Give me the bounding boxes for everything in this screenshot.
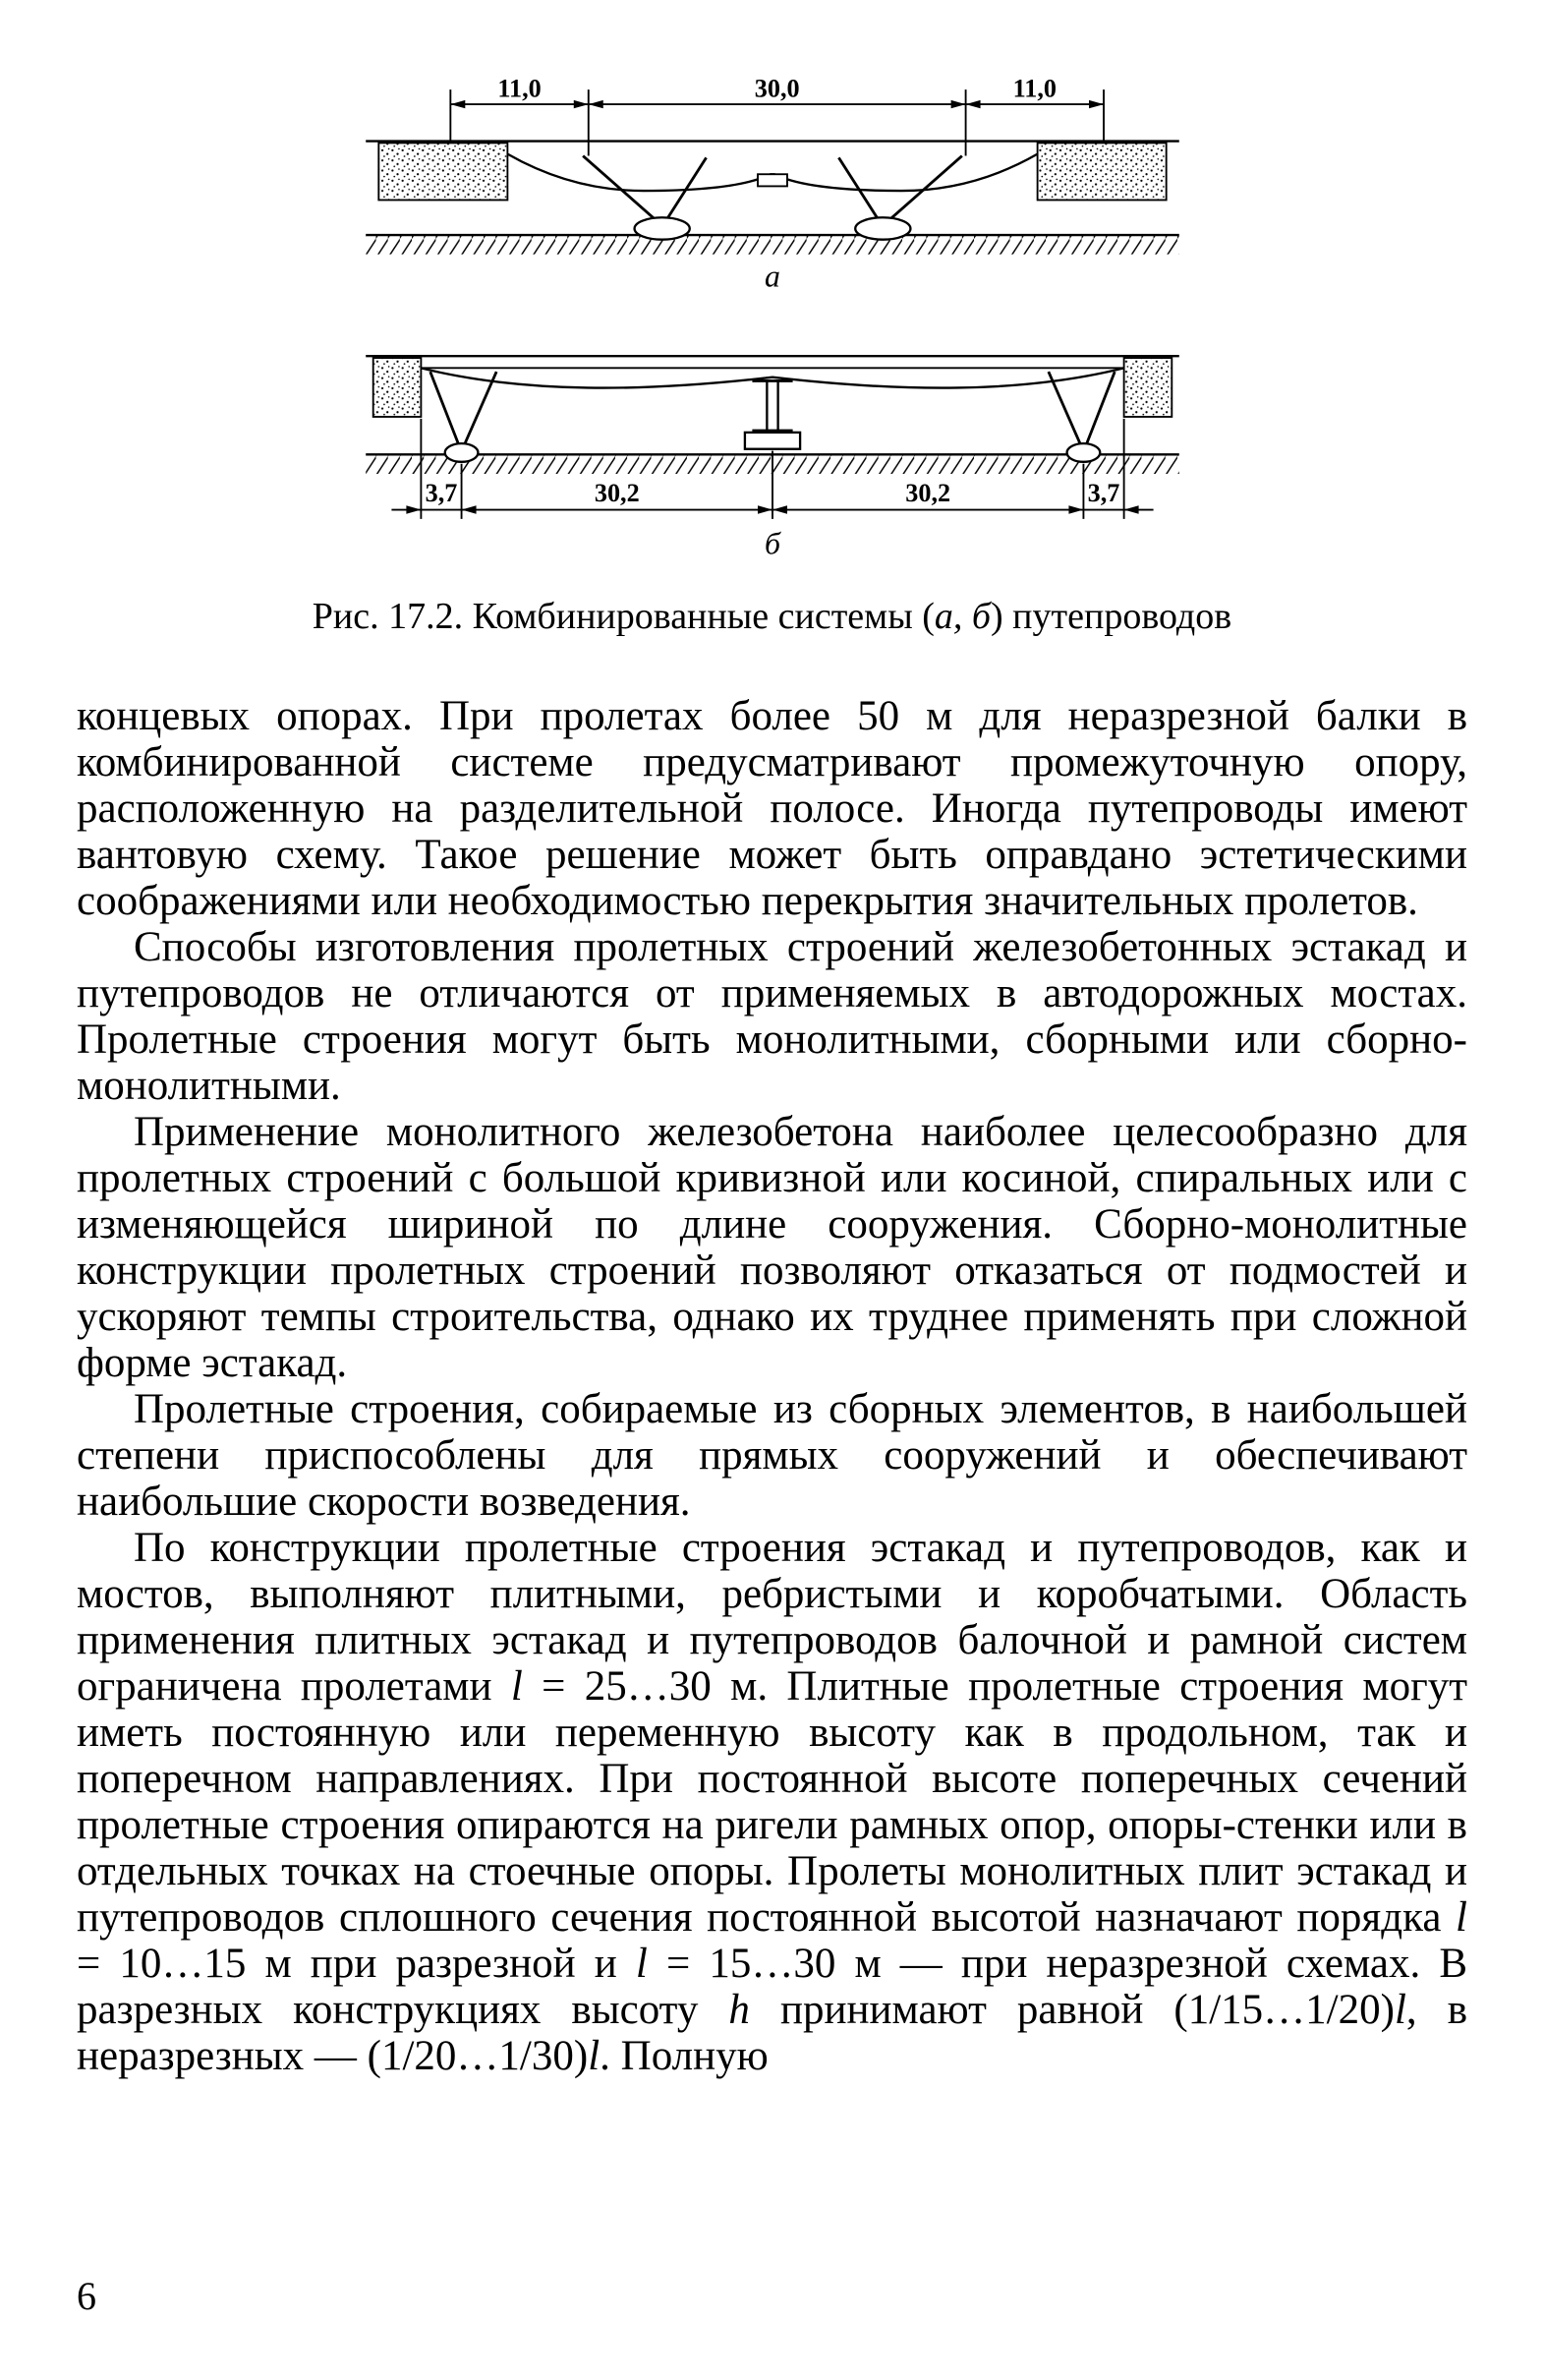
paragraph [77, 924, 1467, 1109]
text-run: = 25…30 м. Плитные пролетные строения могут иметь постоянную или переменную высоту как в продольном, так и поперечном направлениях. При постоянной высоте поперечных сечений пролетные строения опираются на ригели рамных опор, опоры-стенки или в отдельных точках на стоечные опоры. Пролеты монолитных плит эстакад и путепроводов сплошного сечения постоянной высотой назначают порядка [77, 1662, 1468, 1941]
body-text [77, 693, 1467, 2079]
text-run: Пролетные строения, собираемые из сборных элементов, в наибольшей степени приспособлены для прямых сооружений и обеспечивают наибольшие скорости возведения. [77, 1385, 1467, 1525]
text-run: Способы изготовления пролетных строений железобетонных эстакад и путепроводов не отличаются от применяемых в автодорожных мостах. Пролетные строения могут быть монолитными, сборными или сборно-монолитными. [77, 923, 1467, 1109]
text-run: = 10…15 м при разрезной и [77, 1940, 636, 1987]
dim-label-b-4: 3,7 [1087, 479, 1119, 508]
italic-text: l [1456, 1893, 1467, 1941]
text-run: концевых опорах. При пролетах более 50 м для неразрезной балки в комбинированной системе предусматривают промежуточную опору, расположенную на разделительной полосе. Иногда путепроводы имеют вантовую схему. Такое решение может быть оправдано эстетическими соображениями или необходимостью перекрытия значительных пролетов. [77, 692, 1467, 924]
central-column-b [744, 380, 799, 448]
bridge-structure-b [366, 356, 1179, 417]
diagram-b-drawing [340, 315, 1205, 561]
text-run: Применение монолитного железобетона наиболее целесообразно для пролетных строений с большой кривизной или косиной, спиральных или с изменяющейся шириной по длине сооружения. Сборно-монолитные конструкции пролетных строений позволяют отказаться от подмостей и ускоряют темпы строительства, однако их труднее применять при сложной форме эстакад. [77, 1108, 1467, 1386]
italic-text: l [510, 1662, 523, 1710]
italic-text: l [635, 1940, 648, 1987]
italic-text: l [1394, 1986, 1406, 2033]
italic-text: h [728, 1986, 750, 2033]
text-run: , в неразрезных — (1/20…1/30) [77, 1986, 1467, 2079]
italic-text: l [588, 2032, 600, 2079]
dim-label-b-1: 3,7 [425, 479, 457, 508]
paragraph [77, 1386, 1467, 1525]
text-run: Рис. 17.2. Комбинированные системы ( [312, 596, 935, 637]
bridge-structure-a [366, 142, 1179, 201]
figure-17-2 [77, 77, 1467, 640]
paragraph [77, 1109, 1467, 1386]
text-run: принимают равной (1/15…1/20) [749, 1986, 1395, 2033]
italic-text: а, б [934, 596, 992, 637]
figure-caption [77, 595, 1467, 640]
diagram-a-drawing [340, 77, 1205, 293]
text-run: = 15…30 м — при неразрезной схемах. В разрезных конструкциях высоту [77, 1940, 1468, 2033]
diagram-a-label: а [764, 259, 780, 293]
dim-label-b-2: 30,2 [594, 479, 640, 508]
dim-label-a-1: 11,0 [496, 77, 542, 103]
paragraph [77, 693, 1467, 924]
ground-hatch-a [366, 236, 1179, 255]
dim-label-a-3: 11,0 [1012, 77, 1057, 103]
paragraph [77, 1525, 1467, 2079]
diagram-b [77, 315, 1467, 561]
text-run: По конструкции пролетные строения эстакад и путепроводов, как и мостов, выполняют плитными, ребристыми и коробчатыми. Область применения плитных эстакад и путепроводов балочной и рамной систем ограничена пролетами [77, 1524, 1467, 1710]
diagram-b-label: б [764, 526, 780, 561]
diagram-a [77, 77, 1467, 293]
page-number: 6 [77, 2274, 96, 2318]
text-run: . Полную [600, 2032, 769, 2079]
text-run: ) путепроводов [991, 596, 1232, 637]
dim-label-a-2: 30,0 [754, 77, 800, 103]
dim-label-b-3: 30,2 [904, 479, 950, 508]
